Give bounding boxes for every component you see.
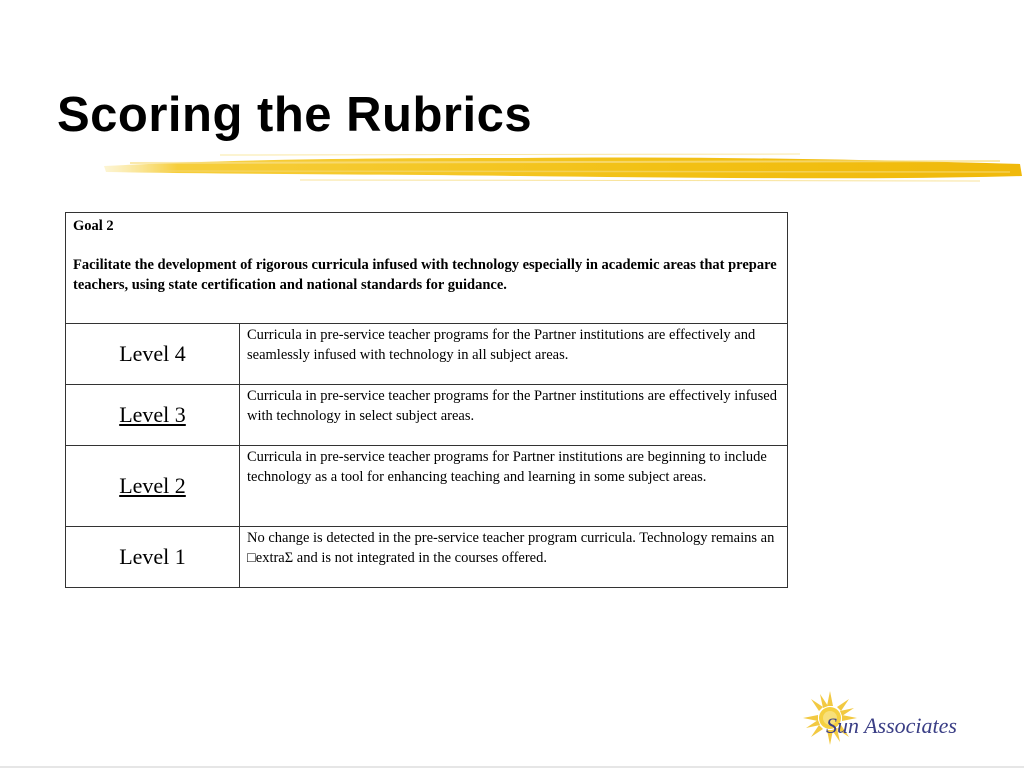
level-description: Curricula in pre-service teacher programs for the Partner institutions are effectively and seamlessly infused with technology in all subject areas.	[240, 324, 788, 385]
level-label: Level 4	[66, 324, 240, 385]
goal-row	[66, 213, 788, 324]
goal-label: Goal 2	[73, 218, 114, 234]
level-description: Curricula in pre-service teacher programs for the Partner institutions are effectively infused with technology in select subject areas.	[240, 385, 788, 446]
level-description: Curricula in pre-service teacher programs for Partner institutions are beginning to include technology as a tool for enhancing teaching and learning in some subject areas.	[240, 446, 788, 527]
slide-title: Scoring the Rubrics	[57, 88, 533, 142]
level-label: Level 1	[66, 527, 240, 588]
level-description: No change is detected in the pre-service teacher program curricula. Technology remains an □extraΣ and is not integrated in the courses offered.	[240, 527, 788, 588]
logo-text: Sun Associates	[826, 713, 957, 738]
level-label-link[interactable]: Level 2	[66, 446, 240, 527]
table-row	[66, 324, 788, 385]
goal-cell	[66, 213, 788, 324]
table-row	[66, 527, 788, 588]
level-label-link[interactable]: Level 3	[66, 385, 240, 446]
rubric-table	[65, 212, 788, 588]
goal-description: Facilitate the development of rigorous curricula infused with technology especially in academic areas that prepare teachers, using state certification and national standards for guidance.	[73, 257, 777, 293]
table-row	[66, 385, 788, 446]
table-row	[66, 446, 788, 527]
yellow-brush-stroke	[100, 150, 1024, 186]
